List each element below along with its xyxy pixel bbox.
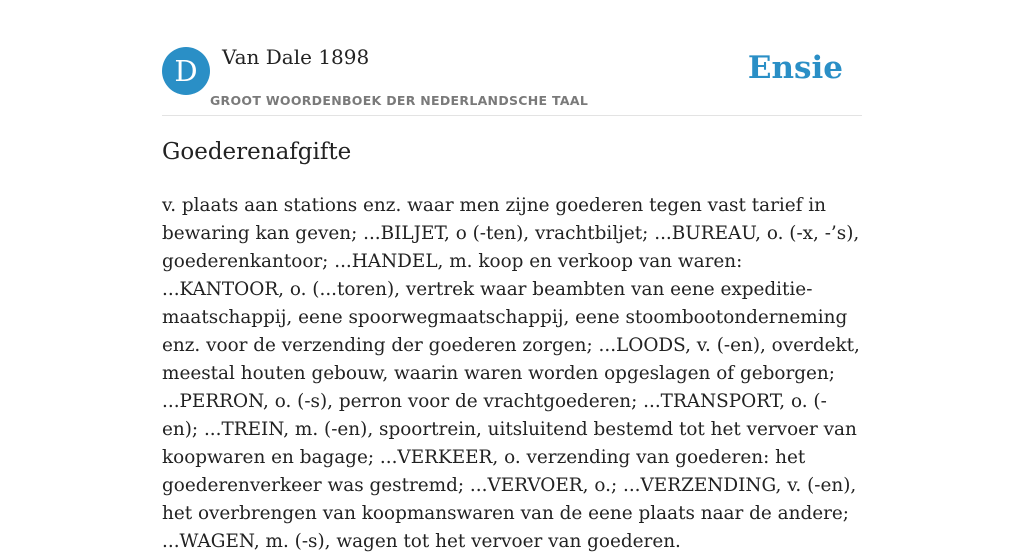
entry-headword: Goederenafgifte — [162, 139, 352, 165]
header-divider — [162, 115, 862, 116]
dictionary-name-link[interactable]: Van Dale 1898 — [222, 45, 370, 69]
entry-definition: v. plaats aan stations enz. waar men zijne goederen tegen vast tarief in bewaring kan geven; ...BILJET, o (-ten), vrachtbiljet; ...BUREAU, o. (-x, -’s), goederenkantoor; ...HANDEL, m. koop en verkoop van waren: ...KANTOOR, o. (...toren), vertrek waar beambten van eene expeditie-maatschappij, eene spoorwegmaatschappij, eene stoombootonderneming enz. voor de verzending der goederen zorgen; ...LOODS, v. (-en), overdekt, meestal houten gebouw, waarin waren worden opgeslagen of geborgen; ...PERRON, o. (-s), perron voor de vrachtgoederen; ...TRANSPORT, o. (-en); ...TREIN, m. (-en), spoortrein, uitsluitend bestemd tot het vervoer van koopwaren en bagage; ...VERKEER, o. verzending van goederen: het goederenverkeer was gestremd; ...VERVOER, o.; ...VERZENDING, v. (-en), het overbrengen van koopmanswaren van de eene plaats naar de andere; ...WAGEN, m. (-s), wagen tot het vervoer van goederen. — [162, 195, 860, 552]
dictionary-avatar[interactable]: D — [162, 47, 210, 95]
dictionary-subtitle: GROOT WOORDENBOEK DER NEDERLANDSCHE TAAL — [210, 93, 589, 108]
brand-logo[interactable]: Ensie — [747, 50, 843, 86]
